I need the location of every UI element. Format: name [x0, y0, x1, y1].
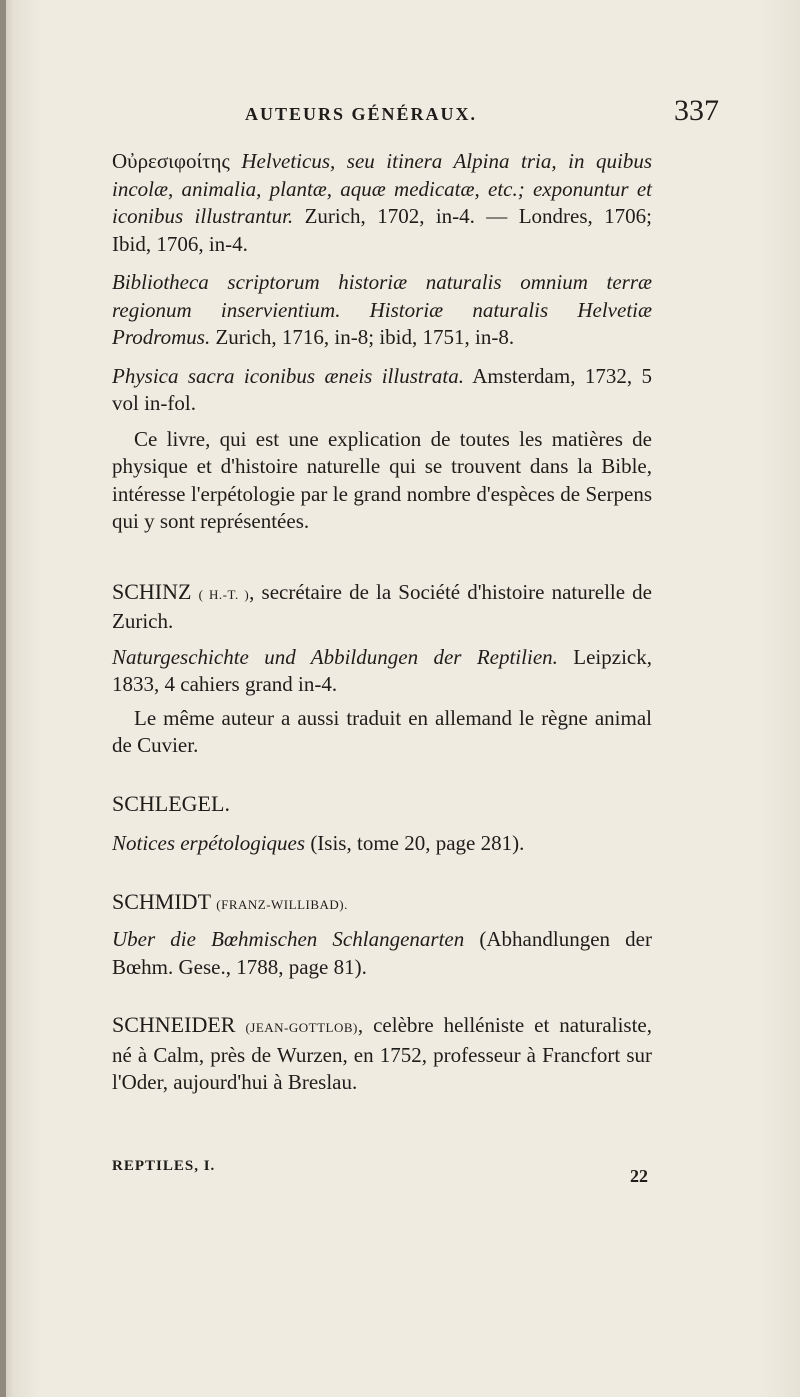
bibliography-entry-naturgeschichte — [112, 644, 652, 699]
author-name: SCHMIDT — [112, 888, 212, 914]
signature-number: 22 — [630, 1166, 648, 1186]
author-name: SCHINZ — [112, 578, 192, 604]
bibliography-entry-physica-sacra — [112, 363, 652, 418]
author-entry-schmidt — [112, 888, 652, 919]
author-initials: (FRANZ-WILLIBAD). — [216, 896, 348, 912]
bibliography-entry-bibliotheca — [112, 269, 652, 352]
entry-publication: Zurich, 1702, in-4. — Londres, 1706; Ibid, 1706, in-4. — [112, 204, 652, 256]
page-number: 337 — [674, 94, 719, 127]
greek-title: Οὐρεσιφοίτης — [112, 149, 230, 173]
running-head: AUTEURS GÉNÉRAUX. — [245, 104, 478, 124]
author-entry-schinz — [112, 578, 652, 636]
bibliography-entry-ouresiphoites — [112, 148, 652, 258]
entry-publication: Amsterdam, 1732, 5 vol in-fol. — [112, 363, 653, 415]
page-header — [0, 94, 800, 140]
entry-publication: (Isis, tome 20, page 281). — [305, 831, 525, 855]
printer-signature: REPTILES, I. — [112, 1158, 216, 1174]
author-description: , celèbre helléniste et naturaliste, né à Calm, près de Wurzen, en 1752, professeur à Francfort sur l'Oder, aujourd'hui à Breslau. — [112, 1013, 652, 1094]
entry-publication: (Abhandlungen der Bœhm. Gese., 1788, page 81). — [112, 927, 652, 979]
author-name: SCHNEIDER — [112, 1012, 236, 1037]
author-initials: ( H.-T. ) — [198, 586, 250, 602]
author-entry-schneider — [112, 1011, 652, 1097]
entry-title: Naturgeschichte und Abbildungen der Reptilien. — [112, 644, 558, 669]
author-name: SCHLEGEL. — [112, 790, 230, 816]
bibliography-entry-notices — [112, 830, 652, 858]
entry-publication: Leipzick, 1833, 4 cahiers grand in-4. — [112, 644, 652, 696]
entry-commentary: Ce livre, qui est une explication de toutes les matières de physique et d'histoire naturelle qui se trouvent dans la Bible, intéresse l'erpétologie par le grand nombre d'espèces de Serpens qui y sont représentées. — [112, 426, 652, 533]
page-binding-edge — [0, 0, 6, 1397]
page-body — [112, 148, 652, 1097]
entry-title: Helveticus, seu itinera Alpina tria, in quibus incolæ, animalia, plantæ, aquæ medicatæ, etc.; exponuntur et iconibus illustrantur. — [112, 149, 652, 228]
author-initials: (JEAN-GOTTLOB) — [245, 1020, 358, 1035]
entry-title: Bibliotheca scriptorum historiæ naturalis omnium terræ regionum inservientium. Historiæ naturalis Helvetiæ Prodromus. — [112, 270, 652, 349]
bibliography-entry-uber-die — [112, 926, 652, 981]
entry-title: Uber die Bœhmischen Schlangenarten — [112, 927, 465, 951]
page-footer — [112, 1158, 652, 1198]
entry-publication: Zurich, 1716, in-8; ibid, 1751, in-8. — [210, 325, 515, 349]
entry-title: Physica sacra iconibus æneis illustrata. — [112, 363, 464, 388]
author-entry-schlegel — [112, 790, 652, 819]
author-description: , secrétaire de la Société d'histoire naturelle de Zurich. — [112, 579, 653, 633]
entry-commentary: Le même auteur a aussi traduit en allemand le règne animal de Cuvier. — [112, 705, 652, 757]
entry-title: Notices erpétologiques — [112, 831, 306, 855]
